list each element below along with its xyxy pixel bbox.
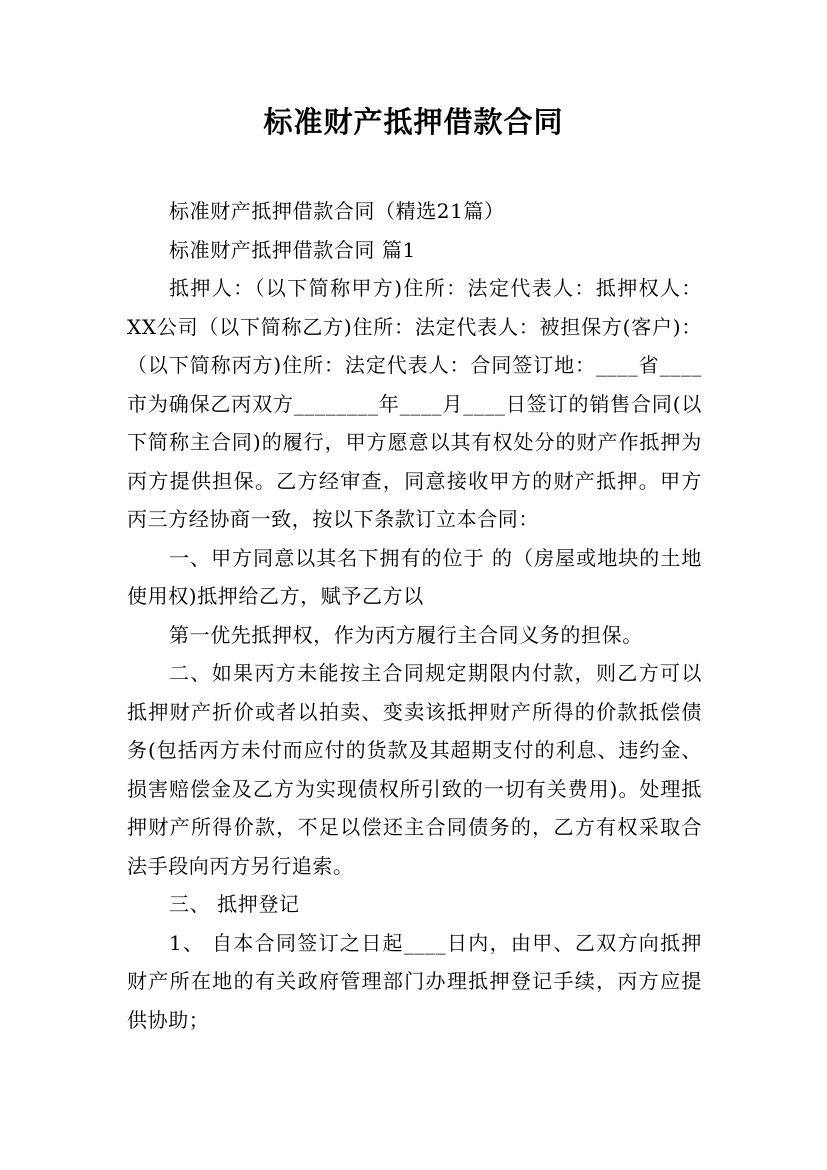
paragraph-article-heading: 标准财产抵押借款合同 篇1 xyxy=(169,237,416,262)
paragraph-first-priority: 第一优先抵押权，作为丙方履行主合同义务的担保。 xyxy=(169,622,643,647)
paragraph-clause-two: 二、如果丙方未能按主合同规定期限内付款，则乙方可以抵押财产折价或者以拍卖、变卖该抵押财产所得的价款抵偿债务(包括丙方未付而应付的货款及其超期支付的利息、违约金、损害赔偿金及乙方为实现债权所引致的一切有关费用)。处理抵押财产所得价款，不足以偿还主合同债务的，乙方有权采取合法手段向丙方另行追索。 xyxy=(127,661,702,878)
paragraph-registration-item-one: 1、 自本合同签订之日起____日内，由甲、乙双方向抵押财产所在地的有关政府管理部门办理抵押登记手续，丙方应提供协助； xyxy=(127,930,702,1032)
document-title: 标准财产抵押借款合同 xyxy=(263,105,564,139)
paragraph-parties: 抵押人：（以下简称甲方)住所：法定代表人：抵押权人：XX公司（以下简称乙方)住所：法定代表人：被担保方(客户)：（以下简称丙方)住所：法定代表人：合同签订地：____省____市为确保乙丙双方________年____月____日签订的销售合同(以下简称主合同)的履行，甲方愿意以其有权处分的财产作抵押为丙方提供担保。乙方经审查，同意接收甲方的财产抵押。甲方丙三方经协商一致，按以下条款订立本合同： xyxy=(127,276,702,531)
paragraph-clause-one: 一、甲方同意以其名下拥有的位于 的（房屋或地块的土地使用权)抵押给乙方，赋予乙方以 xyxy=(127,545,702,608)
paragraph-clause-three-heading: 三、 抵押登记 xyxy=(169,892,300,916)
paragraph-collection-title: 标准财产抵押借款合同（精选21篇） xyxy=(169,199,505,223)
document-body xyxy=(127,192,702,1039)
